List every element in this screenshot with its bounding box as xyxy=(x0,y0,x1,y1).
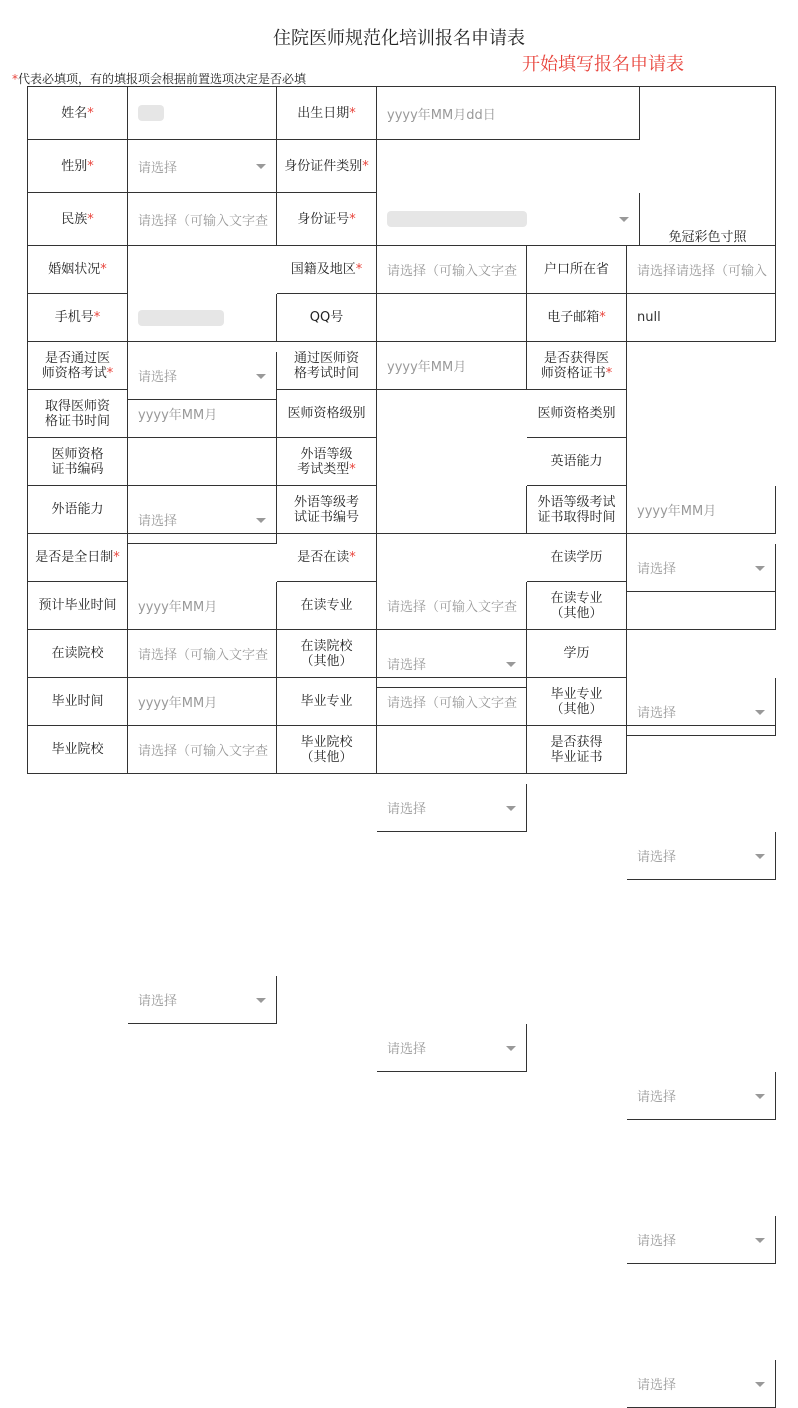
select-placeholder: 请选择 xyxy=(138,514,178,529)
required-star: * xyxy=(93,310,101,325)
field-label-text: 在读院校 xyxy=(51,646,104,661)
select-placeholder: 请选择 xyxy=(387,802,427,817)
select-placeholder: 请选择 xyxy=(387,658,427,673)
field-label-text: 外语等级考 试证书编号 xyxy=(293,494,359,525)
field-label xyxy=(527,342,627,390)
input-value: 请选择（可输入文字查 xyxy=(138,213,269,229)
start-application-link[interactable]: 开始填写报名申请表 xyxy=(522,54,684,75)
field-label xyxy=(527,534,627,582)
select-placeholder: 请选择 xyxy=(387,1042,427,1057)
required-star: * xyxy=(362,158,369,174)
field-label xyxy=(277,246,377,294)
chevron-down-icon xyxy=(755,854,765,859)
select-field[interactable] xyxy=(627,1360,776,1408)
field-label-text: 外语能力 xyxy=(51,502,104,517)
field-label-text: 医师资格 证书编码 xyxy=(51,446,104,477)
required-note xyxy=(12,70,306,87)
masked-input[interactable] xyxy=(377,193,640,246)
masked-input[interactable] xyxy=(128,87,277,140)
field-label xyxy=(277,140,377,193)
select-field[interactable] xyxy=(128,140,277,193)
field-label-text: 是否通过医 师资格考试* xyxy=(41,350,114,381)
field-label-text: 通过医师资 格考试时间 xyxy=(293,350,359,381)
field-label xyxy=(277,630,377,678)
field-label-text: 户口所在省 xyxy=(543,262,609,277)
field-label xyxy=(28,678,128,726)
masked-input[interactable] xyxy=(128,294,277,342)
field-label-text: 取得医师资 格证书时间 xyxy=(44,398,110,429)
required-star: * xyxy=(349,461,356,477)
field-label-text: 预计毕业时间 xyxy=(38,598,117,613)
chevron-down-icon xyxy=(506,806,516,811)
field-label xyxy=(28,294,128,342)
required-star: * xyxy=(113,550,120,565)
field-label-text: 民族* xyxy=(61,211,94,227)
input-value: 请选择（可输入文字查 xyxy=(138,744,269,759)
select-field[interactable] xyxy=(128,976,277,1024)
chevron-down-icon xyxy=(506,1046,516,1051)
required-star: * xyxy=(605,365,613,381)
field-label-text: 身份证件类别* xyxy=(284,158,369,174)
input-field[interactable] xyxy=(377,678,527,726)
chevron-down-icon xyxy=(256,374,266,379)
input-field[interactable] xyxy=(627,582,776,630)
input-value: yyyy年MM月 xyxy=(138,696,218,711)
required-star: * xyxy=(349,105,356,121)
input-field[interactable] xyxy=(627,486,776,534)
field-label-text: 毕业院校 xyxy=(51,742,104,757)
required-star: * xyxy=(87,105,94,121)
field-label-text: 在读专业 xyxy=(300,598,353,613)
chevron-down-icon xyxy=(755,1094,765,1099)
required-star: * xyxy=(87,158,94,174)
select-placeholder: 请选择 xyxy=(138,994,178,1009)
field-label xyxy=(277,486,377,534)
field-label-text: 是否获得医 师资格证书* xyxy=(540,350,613,381)
field-label xyxy=(277,87,377,140)
field-label-text: 国籍及地区* xyxy=(290,262,363,277)
required-star: * xyxy=(106,365,114,381)
select-placeholder: 请选择 xyxy=(637,562,677,577)
input-field[interactable] xyxy=(128,193,277,246)
select-placeholder: 请选择 xyxy=(138,370,178,385)
field-label xyxy=(527,726,627,774)
input-field[interactable] xyxy=(128,438,277,486)
chevron-down-icon xyxy=(755,1238,765,1243)
field-label-text: 身份证号* xyxy=(297,211,356,227)
field-label xyxy=(28,87,128,140)
input-value: 请选择（可输入文字查 xyxy=(138,648,269,663)
field-label-text: 在读院校 （其他） xyxy=(300,638,353,669)
field-label-text: 是否获得 毕业证书 xyxy=(550,734,603,765)
input-field[interactable] xyxy=(128,630,277,678)
field-label xyxy=(277,294,377,342)
field-label-text: 是否是全日制* xyxy=(35,550,120,565)
field-label-text: 毕业专业 xyxy=(300,694,353,709)
field-label-text: 外语等级 考试类型* xyxy=(297,446,356,477)
field-label xyxy=(277,678,377,726)
field-label-text: 出生日期* xyxy=(297,105,356,121)
field-label xyxy=(527,678,627,726)
photo-upload-area[interactable] xyxy=(640,87,776,246)
input-field[interactable] xyxy=(377,246,527,294)
required-note-text: 代表必填项，有的填报项会根据前置选项决定是否必填 xyxy=(18,72,307,86)
input-field[interactable] xyxy=(377,486,527,534)
field-label-text: 是否在读* xyxy=(297,550,356,565)
field-label xyxy=(28,582,128,630)
field-label xyxy=(277,390,377,438)
field-label-text: 手机号* xyxy=(54,310,101,325)
input-value: 请选择（可输入文字查 xyxy=(387,264,518,279)
chevron-down-icon xyxy=(256,164,266,169)
required-star: * xyxy=(349,550,356,565)
field-label-text: 婚姻状况* xyxy=(48,262,107,277)
input-field[interactable] xyxy=(377,294,527,342)
field-label-text: 毕业院校 （其他） xyxy=(300,734,353,765)
input-field[interactable] xyxy=(377,342,527,390)
field-label xyxy=(277,582,377,630)
input-value: yyyy年MM月 xyxy=(138,408,218,423)
field-label-text: 电子邮箱* xyxy=(547,310,606,325)
field-label-text: 在读学历 xyxy=(550,550,603,565)
required-star: * xyxy=(599,310,606,325)
redacted-value xyxy=(138,310,224,326)
field-label-text: 毕业时间 xyxy=(51,694,104,709)
field-label xyxy=(527,486,627,534)
field-label-text: 学历 xyxy=(563,646,590,661)
redacted-value xyxy=(138,105,164,121)
input-field[interactable] xyxy=(627,246,776,294)
field-label xyxy=(28,390,128,438)
field-label xyxy=(277,726,377,774)
input-field[interactable] xyxy=(128,390,277,438)
field-label xyxy=(28,486,128,534)
field-label xyxy=(277,438,377,486)
field-label xyxy=(28,630,128,678)
select-placeholder: 请选择 xyxy=(637,1378,677,1393)
field-label xyxy=(527,294,627,342)
page-title: 住院医师规范化培训报名申请表 xyxy=(273,28,525,49)
input-field[interactable] xyxy=(128,678,277,726)
field-label xyxy=(28,193,128,246)
select-field[interactable] xyxy=(627,1216,776,1264)
select-field[interactable] xyxy=(377,784,527,832)
application-form-table xyxy=(27,86,776,1393)
input-field[interactable] xyxy=(377,582,527,630)
field-label-text: 医师资格类别 xyxy=(537,406,616,421)
select-field[interactable] xyxy=(627,832,776,880)
select-placeholder: 请选择 xyxy=(637,850,677,865)
field-label xyxy=(527,630,627,678)
chevron-down-icon xyxy=(755,1382,765,1387)
field-label-text: 姓名* xyxy=(61,105,94,121)
field-label xyxy=(277,342,377,390)
input-field[interactable] xyxy=(128,726,277,774)
select-placeholder: 请选择 xyxy=(637,1090,677,1105)
field-label xyxy=(28,534,128,582)
input-field[interactable] xyxy=(627,678,776,726)
required-star: * xyxy=(100,262,107,277)
field-label xyxy=(28,438,128,486)
field-label-text: 毕业专业 （其他） xyxy=(550,686,603,717)
input-field[interactable] xyxy=(377,630,527,678)
field-label-text: 医师资格级别 xyxy=(287,406,366,421)
required-star: * xyxy=(349,211,356,227)
field-label xyxy=(28,726,128,774)
input-field[interactable] xyxy=(627,294,776,342)
input-value: 请选择（可输入文字查 xyxy=(387,600,518,615)
field-label xyxy=(28,246,128,294)
field-label xyxy=(527,582,627,630)
select-placeholder: 请选择 xyxy=(138,160,178,176)
field-label xyxy=(28,140,128,193)
field-label xyxy=(277,193,377,246)
input-value: yyyy年MM月 xyxy=(387,360,467,375)
redacted-value xyxy=(387,211,527,227)
input-field[interactable] xyxy=(377,726,527,774)
field-label xyxy=(527,438,627,486)
field-label-text: 外语等级考试 证书取得时间 xyxy=(537,494,616,525)
input-field[interactable] xyxy=(128,582,277,630)
field-label-text: 在读专业 （其他） xyxy=(550,590,603,621)
select-field[interactable] xyxy=(377,1024,527,1072)
input-field[interactable] xyxy=(377,87,640,140)
field-label-text: QQ号 xyxy=(309,310,344,325)
photo-label: 免冠彩色寸照 xyxy=(668,230,747,245)
required-star: * xyxy=(12,72,18,86)
required-star: * xyxy=(87,211,94,227)
field-label xyxy=(527,390,627,438)
chevron-down-icon xyxy=(256,998,266,1003)
input-field[interactable] xyxy=(128,486,277,534)
input-value: null xyxy=(637,310,661,325)
select-placeholder: 请选择 xyxy=(637,706,677,721)
field-label xyxy=(527,246,627,294)
required-star: * xyxy=(355,262,363,277)
input-value: 请选择请选择（可输入 xyxy=(637,264,768,279)
field-label xyxy=(28,342,128,390)
chevron-down-icon xyxy=(755,566,765,571)
select-placeholder: 请选择 xyxy=(637,1234,677,1249)
input-value: yyyy年MM月 xyxy=(138,600,218,615)
field-label xyxy=(277,534,377,582)
input-value: 请选择（可输入文字查 xyxy=(387,696,518,711)
input-value: yyyy年MM月dd日 xyxy=(387,107,496,123)
select-field[interactable] xyxy=(627,1072,776,1120)
field-label-text: 英语能力 xyxy=(550,454,603,469)
input-value: yyyy年MM月 xyxy=(637,504,717,519)
field-label-text: 性别* xyxy=(61,158,94,174)
